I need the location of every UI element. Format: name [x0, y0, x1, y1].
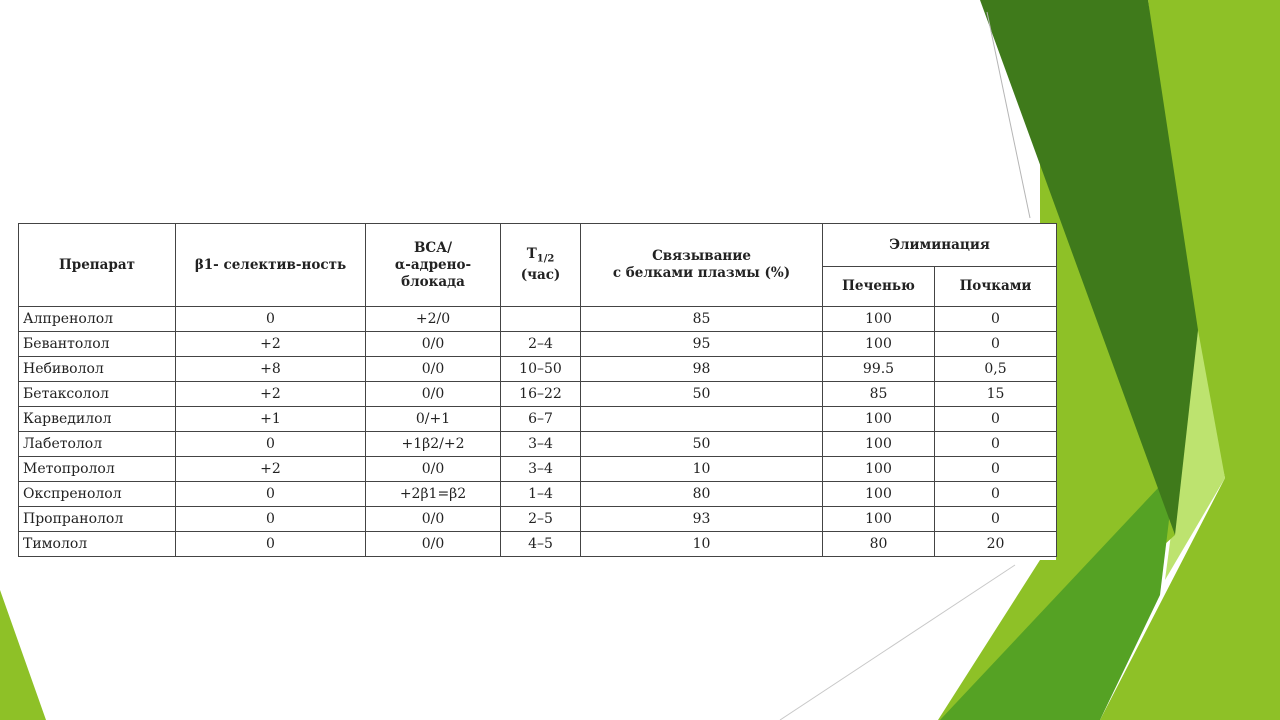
beta-blocker-table-container	[18, 223, 1056, 560]
cell-half-life	[501, 307, 581, 332]
header-bca-line1: ВСА/	[413, 239, 453, 256]
header-half-life-unit: (час)	[520, 267, 561, 284]
cell-selectivity: 0	[176, 432, 366, 457]
header-half-life	[501, 224, 581, 307]
cell-protein-binding: 50	[581, 382, 823, 407]
cell-drug: Лабетолол	[19, 432, 176, 457]
header-drug: Препарат	[19, 224, 176, 307]
cell-protein-binding: 98	[581, 357, 823, 382]
cell-selectivity: +1	[176, 407, 366, 432]
cell-kidneys: 0	[935, 482, 1057, 507]
header-protein-binding	[581, 224, 823, 307]
cell-selectivity: 0	[176, 482, 366, 507]
cell-selectivity: +8	[176, 357, 366, 382]
header-bca-line2: α-адрено-	[394, 256, 472, 273]
cell-kidneys: 0	[935, 407, 1057, 432]
cell-drug: Алпренолол	[19, 307, 176, 332]
cell-bca: +2/0	[366, 307, 501, 332]
cell-protein-binding: 10	[581, 532, 823, 557]
cell-bca: 0/+1	[366, 407, 501, 432]
cell-protein-binding	[581, 407, 823, 432]
cell-drug: Бевантолол	[19, 332, 176, 357]
cell-bca: 0/0	[366, 532, 501, 557]
cell-liver: 100	[823, 482, 935, 507]
cell-protein-binding: 93	[581, 507, 823, 532]
cell-liver: 80	[823, 532, 935, 557]
table-row	[19, 432, 1057, 457]
cell-selectivity: +2	[176, 382, 366, 407]
cell-half-life: 6–7	[501, 407, 581, 432]
table-row	[19, 357, 1057, 382]
table-row	[19, 482, 1057, 507]
cell-half-life: 2–4	[501, 332, 581, 357]
cell-drug: Бетаксолол	[19, 382, 176, 407]
header-selectivity: β1- селектив-ность	[176, 224, 366, 307]
cell-half-life: 16–22	[501, 382, 581, 407]
cell-half-life: 3–4	[501, 457, 581, 482]
header-elimination: Элиминация	[823, 224, 1057, 267]
cell-liver: 100	[823, 332, 935, 357]
cell-half-life: 4–5	[501, 532, 581, 557]
cell-drug: Окспренолол	[19, 482, 176, 507]
cell-liver: 100	[823, 307, 935, 332]
cell-drug: Метопролол	[19, 457, 176, 482]
cell-half-life: 10–50	[501, 357, 581, 382]
cell-protein-binding: 80	[581, 482, 823, 507]
cell-bca: 0/0	[366, 507, 501, 532]
cell-kidneys: 0	[935, 332, 1057, 357]
cell-bca: +1β2/+2	[366, 432, 501, 457]
cell-kidneys: 15	[935, 382, 1057, 407]
cell-liver: 100	[823, 432, 935, 457]
table-row	[19, 332, 1057, 357]
cell-drug: Небиволол	[19, 357, 176, 382]
cell-protein-binding: 10	[581, 457, 823, 482]
cell-half-life: 3–4	[501, 432, 581, 457]
cell-bca: 0/0	[366, 332, 501, 357]
cell-bca: 0/0	[366, 357, 501, 382]
cell-drug: Карведилол	[19, 407, 176, 432]
header-protein-binding-line2: с белками плазмы (%)	[612, 265, 791, 281]
table-row	[19, 307, 1057, 332]
header-kidneys: Почками	[935, 267, 1057, 307]
cell-selectivity: +2	[176, 332, 366, 357]
cell-bca: 0/0	[366, 457, 501, 482]
cell-protein-binding: 50	[581, 432, 823, 457]
cell-bca: 0/0	[366, 382, 501, 407]
cell-kidneys: 0	[935, 432, 1057, 457]
header-half-life-main: T	[526, 245, 537, 262]
cell-selectivity: 0	[176, 307, 366, 332]
cell-liver: 100	[823, 457, 935, 482]
table-row	[19, 457, 1057, 482]
beta-blocker-table	[18, 223, 1057, 557]
table-row	[19, 507, 1057, 532]
header-liver: Печенью	[823, 267, 935, 307]
cell-protein-binding: 85	[581, 307, 823, 332]
cell-drug: Тимолол	[19, 532, 176, 557]
cell-kidneys: 20	[935, 532, 1057, 557]
header-half-life-sub: 1/2	[536, 253, 555, 265]
cell-drug: Пропранолол	[19, 507, 176, 532]
table-row	[19, 382, 1057, 407]
cell-selectivity: 0	[176, 507, 366, 532]
cell-half-life: 1–4	[501, 482, 581, 507]
cell-half-life: 2–5	[501, 507, 581, 532]
left-green-strip	[0, 590, 46, 720]
cell-kidneys: 0	[935, 307, 1057, 332]
header-protein-binding-line1: Связывание	[652, 248, 751, 264]
cell-kidneys: 0	[935, 507, 1057, 532]
cell-liver: 100	[823, 407, 935, 432]
cell-selectivity: 0	[176, 532, 366, 557]
cell-liver: 99.5	[823, 357, 935, 382]
cell-kidneys: 0	[935, 457, 1057, 482]
table-row	[19, 407, 1057, 432]
cell-bca: +2β1=β2	[366, 482, 501, 507]
header-bca-line3: блокада	[401, 273, 465, 290]
header-bca	[366, 224, 501, 307]
cell-kidneys: 0,5	[935, 357, 1057, 382]
cell-selectivity: +2	[176, 457, 366, 482]
table-row	[19, 532, 1057, 557]
cell-liver: 85	[823, 382, 935, 407]
cell-liver: 100	[823, 507, 935, 532]
cell-protein-binding: 95	[581, 332, 823, 357]
